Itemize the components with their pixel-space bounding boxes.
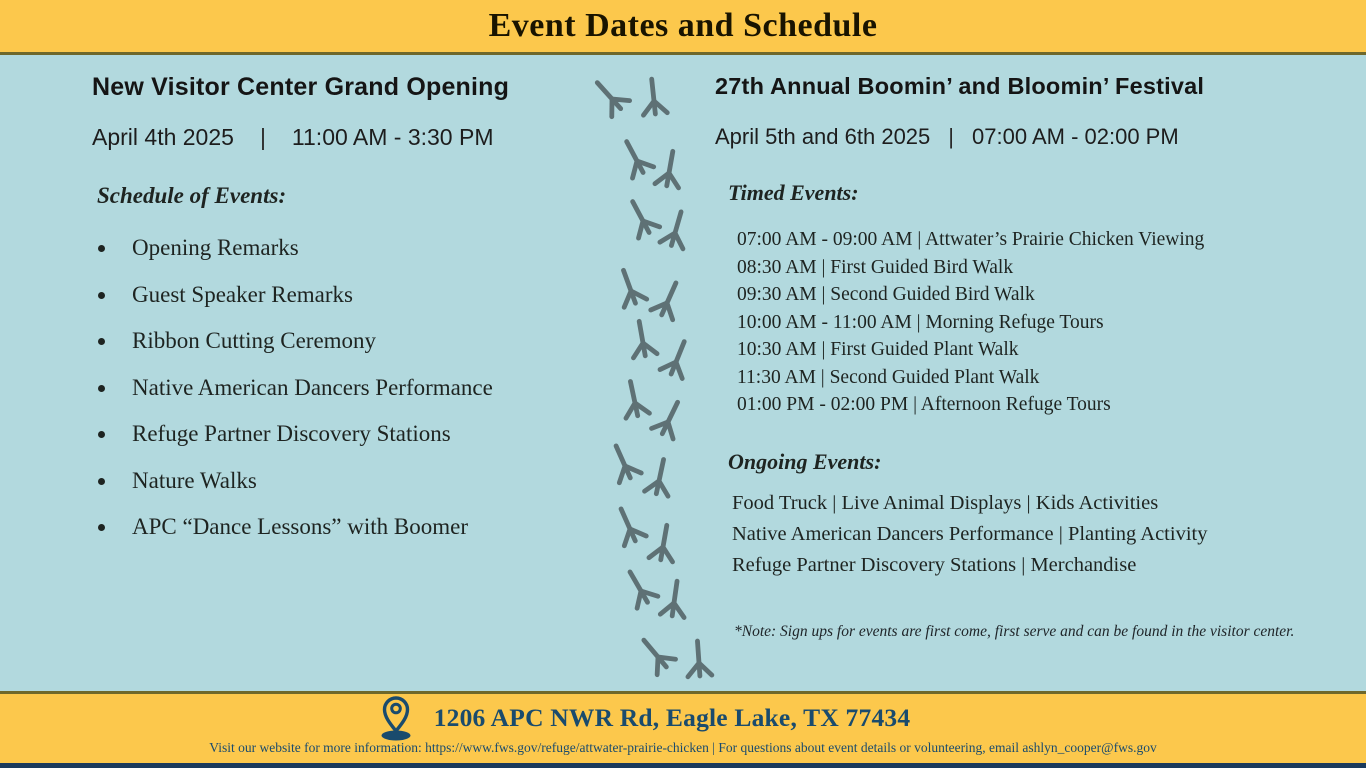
list-item: • Refuge Partner Discovery Stations — [118, 421, 592, 447]
bird-track-icon — [619, 379, 650, 418]
timed-events-heading: Timed Events: — [728, 180, 859, 205]
ongoing-event-row: Refuge Partner Discovery Stations | Merchandise — [732, 553, 1137, 576]
festival-date: April 5th and 6th 2025 — [715, 124, 931, 149]
grand-opening-section — [92, 73, 592, 561]
bird-track-icon — [616, 136, 654, 178]
timed-event-row: 07:00 AM - 09:00 AM | Attwater’s Prairie Chicken Viewing — [737, 229, 1205, 250]
bird-track-icon — [660, 580, 689, 618]
timed-event-row: 01:00 PM - 02:00 PM | Afternoon Refuge Tours — [737, 394, 1111, 415]
schedule-list — [118, 235, 592, 540]
ongoing-events-list — [732, 488, 1355, 581]
festival-title: 27th Annual Boomin’ and Bloomin’ Festival — [715, 73, 1205, 99]
timed-event-row: 08:30 AM | First Guided Bird Walk — [737, 256, 1014, 278]
timed-event-row: 10:30 AM | First Guided Plant Walk — [737, 339, 1019, 360]
main-content — [0, 55, 1366, 691]
bird-track-icon — [610, 504, 646, 546]
footer-info: Visit our website for more information: https://www.fws.gov/refuge/attwater-prairie-chicken | For questions about event details or volunteering, email ashlyn_cooper@fws.gov — [209, 740, 1157, 755]
bird-track-icon — [660, 337, 695, 378]
grand-opening-date: April 4th 2025 — [92, 124, 234, 150]
bird-track-icon — [649, 523, 679, 562]
bird-track-icon — [655, 149, 685, 188]
bird-track-icon — [588, 75, 629, 117]
list-item: • APC “Dance Lessons” with Boomer — [118, 514, 592, 540]
list-item: • Native American Dancers Performance — [118, 375, 592, 401]
address-text: 1206 APC NWR Rd, Eagle Lake, TX 77434 — [433, 703, 911, 732]
bird-track-icon — [645, 457, 676, 496]
timed-event-row: 09:30 AM | Second Guided Bird Walk — [737, 284, 1035, 305]
bird-track-icon — [635, 632, 676, 674]
bird-track-icon — [660, 209, 693, 249]
page-title: Event Dates and Schedule — [488, 7, 878, 44]
signup-note: *Note: Sign ups for events are first come, first serve and can be found in the visitor center. — [734, 622, 1295, 640]
footer-bar — [0, 694, 1366, 763]
list-item: • Guest Speaker Remarks — [118, 282, 592, 308]
schedule-heading: Schedule of Events: — [97, 183, 287, 208]
bird-track-icon — [651, 278, 687, 320]
dateline-separator: | — [948, 124, 954, 149]
header-bar — [0, 0, 1366, 52]
ongoing-event-row: Native American Dancers Performance | Planting Activity — [732, 522, 1208, 545]
list-item: • Nature Walks — [118, 468, 592, 494]
timed-event-row: 10:00 AM - 11:00 AM | Morning Refuge Tours — [737, 311, 1104, 333]
bottom-navy-strip — [0, 763, 1366, 768]
bird-track-icon — [627, 319, 657, 358]
ongoing-event-row: Food Truck | Live Animal Displays | Kids Activities — [732, 491, 1159, 514]
festival-dateline — [715, 124, 1355, 150]
bird-track-icon — [605, 441, 641, 483]
festival-time: 07:00 AM - 02:00 PM — [972, 124, 1179, 149]
bird-track-icon — [685, 640, 711, 677]
bird-track-icon — [640, 78, 668, 115]
address-row — [0, 696, 1326, 740]
list-item: • Opening Remarks — [118, 235, 592, 261]
location-pin-icon — [376, 695, 416, 741]
grand-opening-title: New Visitor Center Grand Opening — [92, 73, 510, 101]
timed-events-list — [737, 226, 1355, 419]
dateline-separator: | — [259, 124, 266, 150]
bird-track-icon — [620, 566, 658, 608]
bird-track-icon — [622, 196, 660, 238]
timed-event-row: 11:30 AM | Second Guided Plant Walk — [737, 366, 1040, 388]
grand-opening-time: 11:00 AM - 3:30 PM — [291, 124, 494, 150]
bird-track-icon — [652, 397, 689, 439]
grand-opening-dateline — [92, 124, 592, 151]
festival-section — [715, 73, 1355, 641]
ongoing-events-heading: Ongoing Events: — [728, 448, 882, 474]
bird-track-icon — [612, 266, 647, 307]
list-item: • Ribbon Cutting Ceremony — [118, 328, 592, 354]
